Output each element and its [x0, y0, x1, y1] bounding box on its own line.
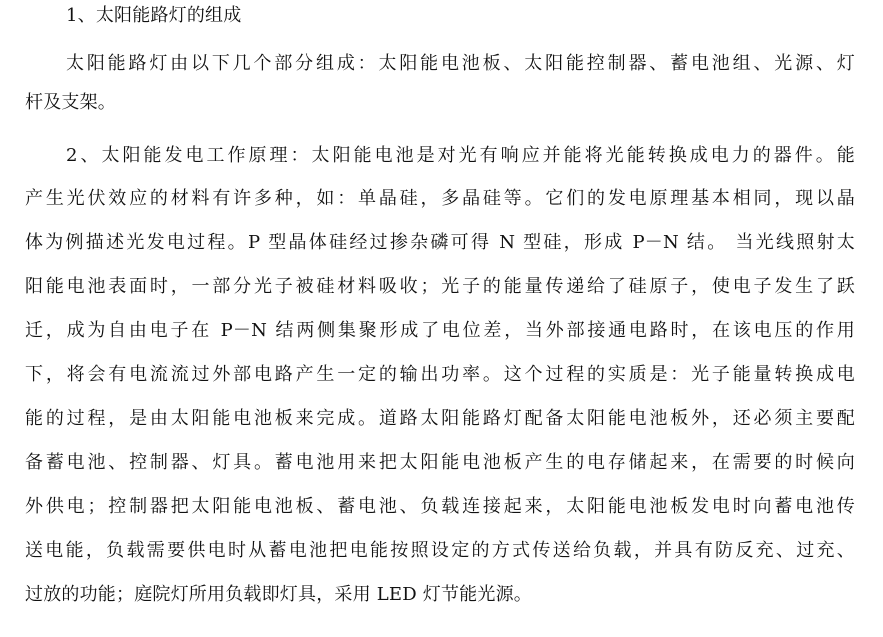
paragraph2-line-2: 产生光伏效应的材料有许多种，如：单晶硅，多晶硅等。它们的发电原理基本相同，现以晶	[25, 188, 855, 209]
paragraph2-line-7: 能的过程，是由太阳能电池板来完成。道路太阳能路灯配备太阳能电池板外，还必须主要配	[25, 408, 855, 429]
paragraph2-line-1: 2、太阳能发电工作原理：太阳能电池是对光有响应并能将光能转换成电力的器件。能	[66, 145, 855, 166]
paragraph2-line-6: 下，将会有电流流过外部电路产生一定的输出功率。这个过程的实质是：光子能量转换成电	[25, 364, 855, 385]
paragraph2-line-9: 外供电；控制器把太阳能电池板、蓄电池、负载连接起来，太阳能电池板发电时向蓄电池传	[25, 496, 855, 517]
paragraph1-line-1: 太阳能路灯由以下几个部分组成：太阳能电池板、太阳能控制器、蓄电池组、光源、灯	[66, 53, 855, 74]
paragraph2-line-3: 体为例描述光发电过程。P 型晶体硅经过掺杂磷可得 N 型硅，形成 P－N 结。 当光线照射太	[25, 232, 855, 253]
paragraph2-line-8: 备蓄电池、控制器、灯具。蓄电池用来把太阳能电池板产生的电存储起来，在需要的时候向	[25, 452, 855, 473]
paragraph2-line-11: 过放的功能；庭院灯所用负载即灯具，采用 LED 灯节能光源。	[25, 584, 532, 605]
paragraph2-line-5: 迁，成为自由电子在 P－N 结两侧集聚形成了电位差，当外部接通电路时，在该电压的作用	[25, 320, 855, 341]
section-heading: 1、太阳能路灯的组成	[66, 5, 242, 26]
paragraph2-line-10: 送电能，负载需要供电时从蓄电池把电能按照设定的方式传送给负载，并具有防反充、过充、	[25, 540, 855, 561]
paragraph2-line-4: 阳能电池表面时，一部分光子被硅材料吸收；光子的能量传递给了硅原子，使电子发生了跃	[25, 276, 855, 297]
paragraph1-line-2: 杆及支架。	[25, 92, 116, 113]
